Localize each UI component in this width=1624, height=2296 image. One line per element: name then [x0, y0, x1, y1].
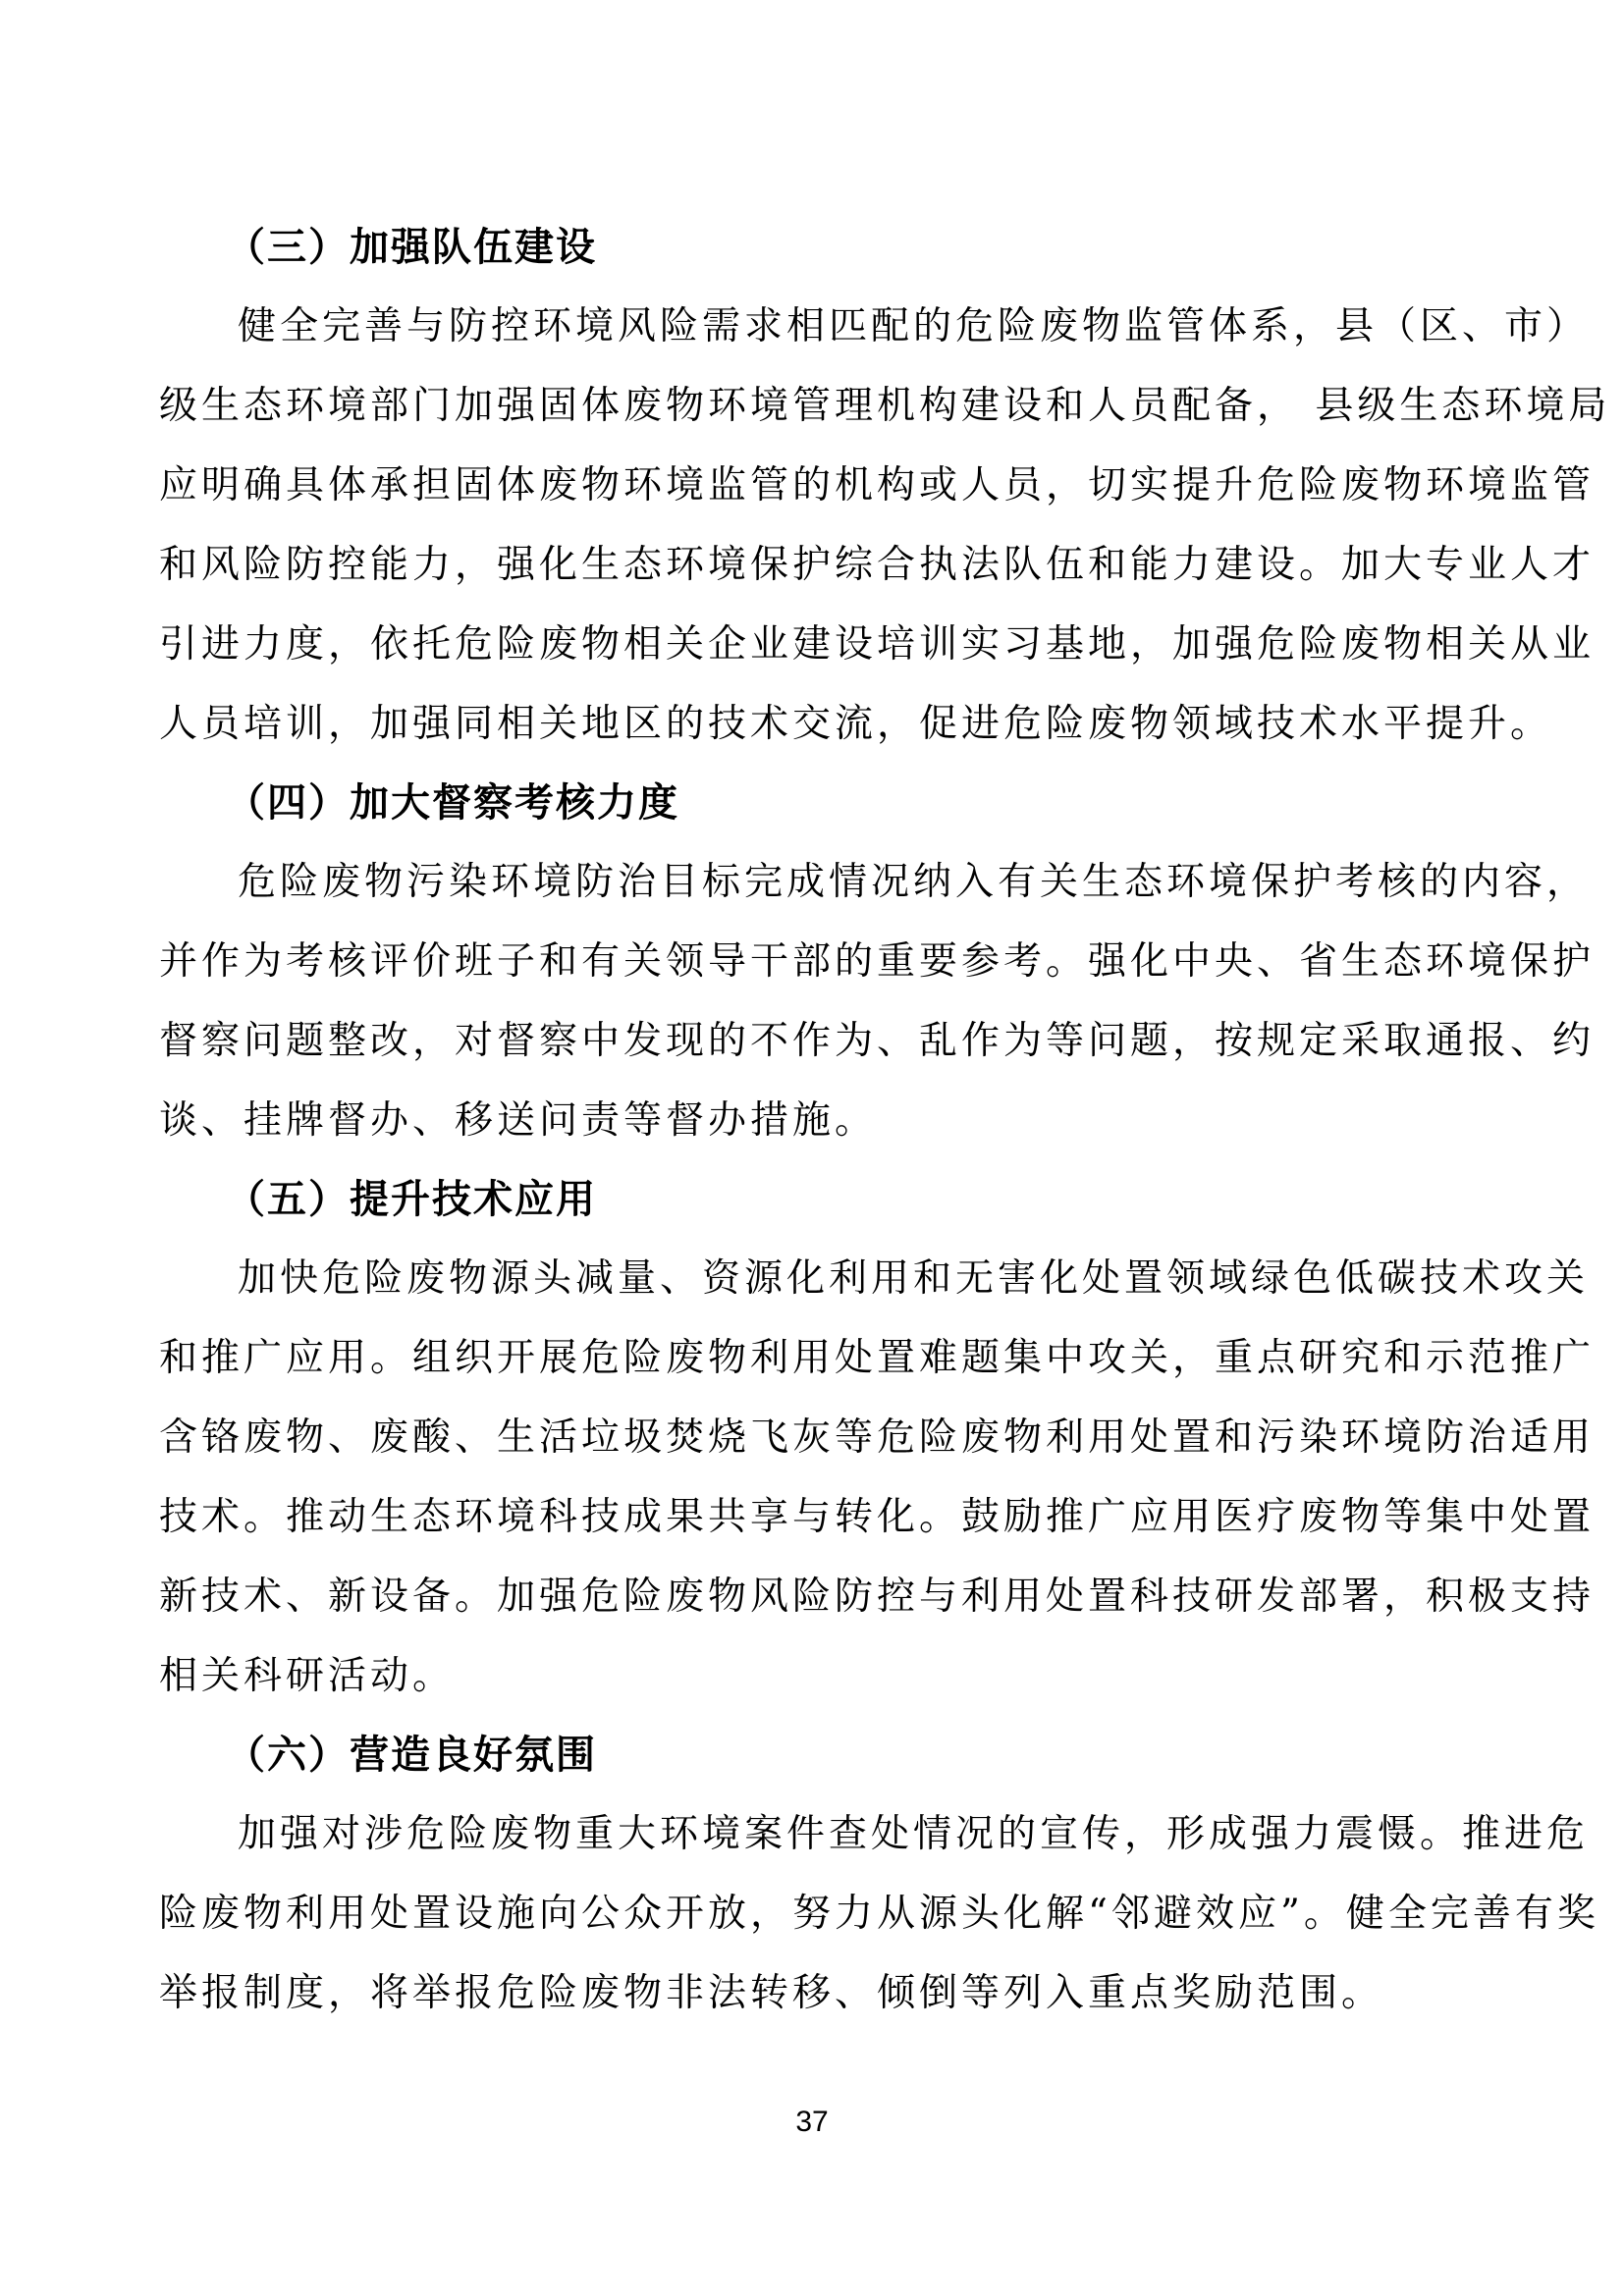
paragraph-line: 健全完善与防控环境风险需求相匹配的危险废物监管体系，县（区、市）	[238, 304, 1590, 348]
section-public-atmosphere	[159, 1716, 1599, 2033]
paragraph-line: 加强对涉危险废物重大环境案件查处情况的宣传，形成强力震慑。推进危	[238, 1812, 1590, 1856]
paragraph-line: 谈、挂牌督办、移送问责等督办措施。	[159, 1098, 878, 1143]
paragraph-line: 危险废物污染环境防治目标完成情况纳入有关生态环境保护考核的内容，	[238, 860, 1590, 904]
paragraph-line: 新技术、新设备。加强危险废物风险防控与利用处置科技研发部署，积极支持	[159, 1575, 1596, 1619]
section-paragraph	[159, 1794, 1599, 2033]
paragraph-line: 和风险防控能力，强化生态环境保护综合执法队伍和能力建设。加大专业人才	[159, 543, 1596, 587]
paragraph-line: 督察问题整改，对督察中发现的不作为、乱作为等问题，按规定采取通报、约	[159, 1019, 1596, 1063]
paragraph-line: 举报制度，将举报危险废物非法转移、倾倒等列入重点奖励范围。	[159, 1971, 1384, 2015]
section-paragraph	[159, 842, 1596, 1160]
paragraph-line: 加快危险废物源头减量、资源化利用和无害化处置领域绿色低碳技术攻关	[238, 1256, 1590, 1301]
paragraph-line: 并作为考核评价班子和有关领导干部的重要参考。强化中央、省生态环境保护	[159, 939, 1596, 984]
paragraph-line: 险废物利用处置设施向公众开放，努力从源头化解“邻避效应”。健全完善有奖	[159, 1892, 1599, 1936]
section-paragraph	[159, 1239, 1596, 1716]
section-heading: （五）提升技术应用	[226, 1176, 597, 1222]
section-paragraph	[159, 287, 1611, 764]
paragraph-line: 引进力度，依托危险废物相关企业建设培训实习基地，加强危险废物相关从业	[159, 622, 1596, 667]
page-number: 37	[795, 2106, 829, 2138]
section-supervision-assessment	[159, 764, 1596, 1160]
section-heading: （六）营造良好氛围	[226, 1732, 597, 1778]
section-team-building	[159, 208, 1611, 764]
paragraph-line: 级生态环境部门加强固体废物环境管理机构建设和人员配备， 县级生态环境局	[159, 384, 1611, 428]
section-heading: （三）加强队伍建设	[226, 224, 597, 270]
section-technology-application	[159, 1160, 1596, 1716]
page-content	[159, 208, 1611, 2033]
paragraph-line: 应明确具体承担固体废物环境监管的机构或人员，切实提升危险废物环境监管	[159, 463, 1596, 507]
paragraph-line: 含铬废物、废酸、生活垃圾焚烧飞灰等危险废物利用处置和污染环境防治适用	[159, 1415, 1596, 1460]
paragraph-line: 人员培训，加强同相关地区的技术交流，促进危险废物领域技术水平提升。	[159, 702, 1553, 746]
section-heading: （四）加大督察考核力度	[226, 779, 679, 826]
paragraph-line: 技术。推动生态环境科技成果共享与转化。鼓励推广应用医疗废物等集中处置	[159, 1495, 1596, 1539]
paragraph-line: 和推广应用。组织开展危险废物利用处置难题集中攻关，重点研究和示范推广	[159, 1336, 1596, 1380]
paragraph-line: 相关科研活动。	[159, 1654, 456, 1698]
